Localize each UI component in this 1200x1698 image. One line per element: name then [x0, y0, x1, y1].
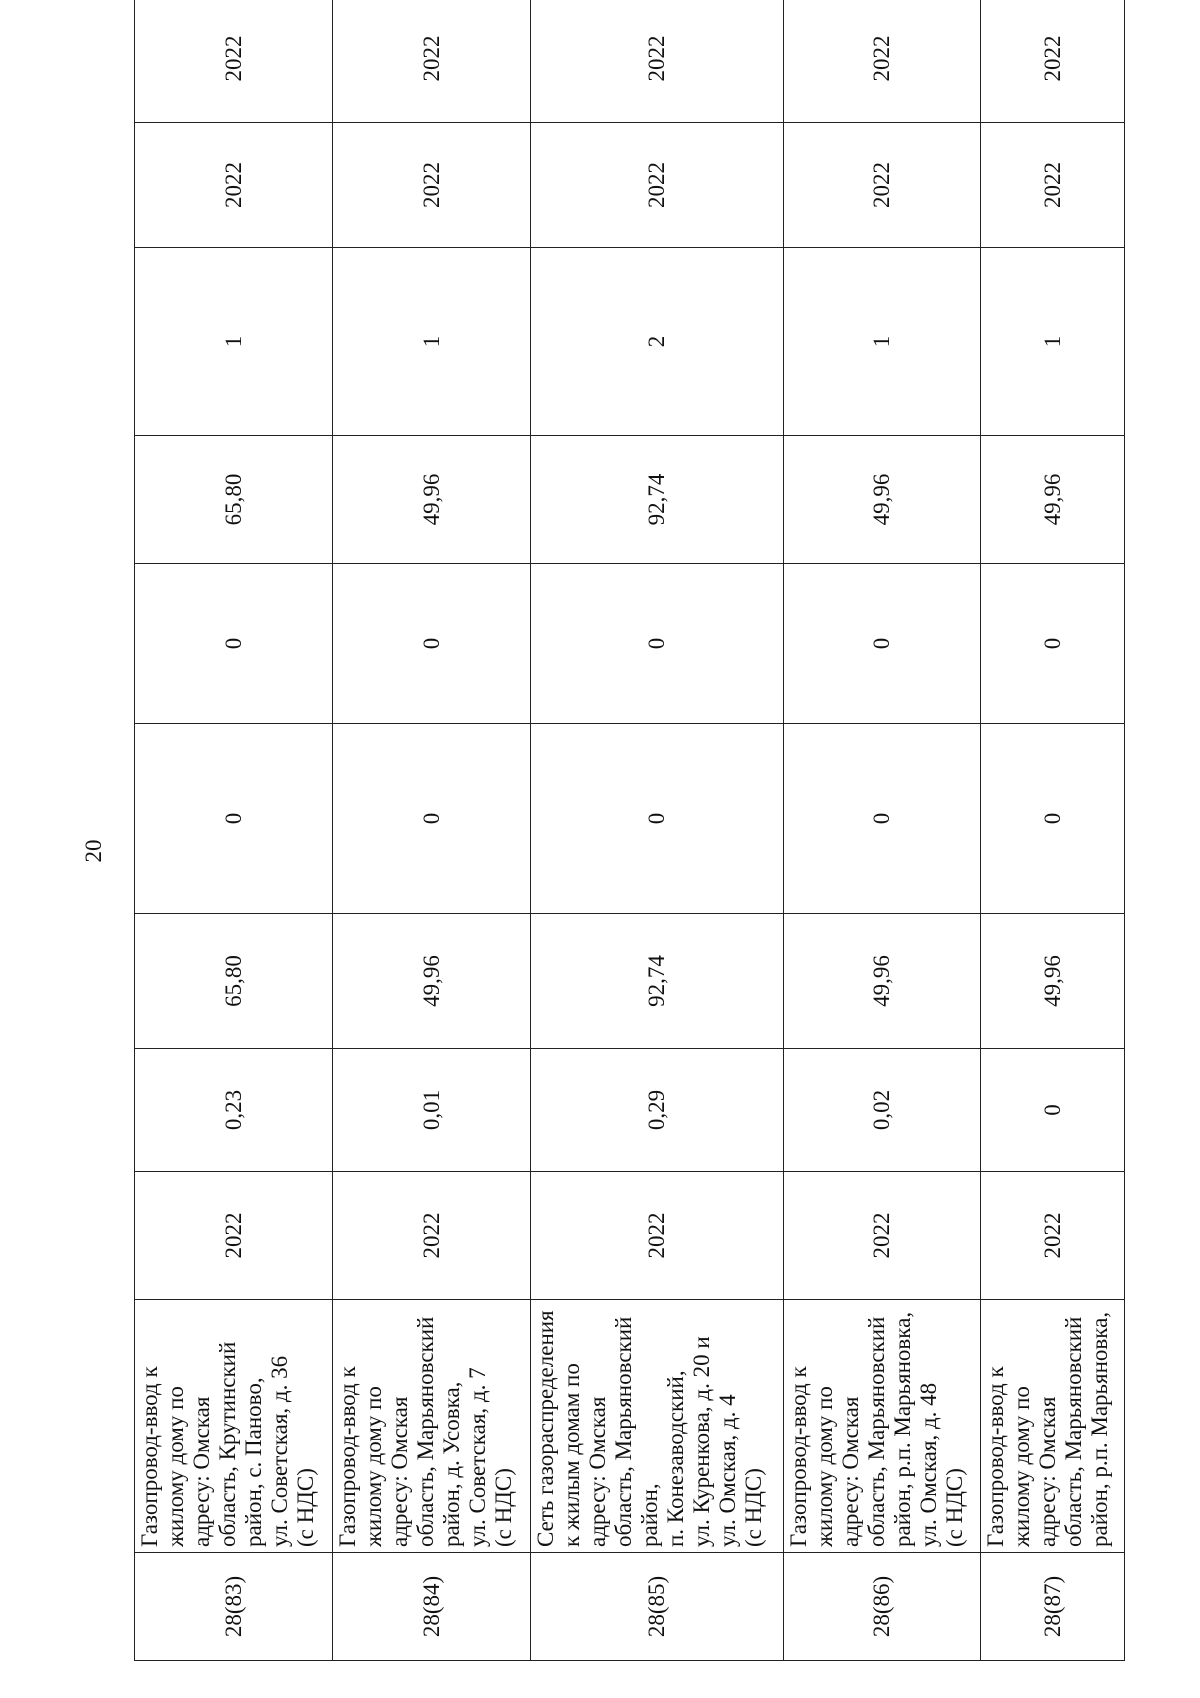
description-line: к жилым домам по	[559, 1363, 584, 1547]
description-line: область, Марьяновский	[1061, 1316, 1086, 1547]
cost-cell-a: 0	[333, 724, 531, 914]
cost-cell-b: 0	[531, 564, 784, 724]
description-line: Газопровод-ввод к	[335, 1366, 360, 1547]
description-line: жилому дому по	[361, 1386, 386, 1547]
length-cell: 0	[981, 1049, 1125, 1172]
length-cell: 0,23	[135, 1049, 333, 1172]
description-cell	[981, 1300, 1125, 1553]
row-id-cell: 28(87)	[981, 1553, 1125, 1661]
description-line: жилому дому по	[812, 1386, 837, 1547]
count-cell: 1	[784, 248, 981, 436]
cost-cell-b: 0	[333, 564, 531, 724]
cost-cell-b: 0	[135, 564, 333, 724]
table-row	[531, 0, 784, 1661]
cost-cell-c: 49,96	[981, 436, 1125, 564]
description-cell	[333, 1300, 531, 1553]
description-line: область, Марьяновский	[413, 1316, 438, 1547]
start-year-cell: 2022	[333, 123, 531, 248]
description-line: (с НДС)	[741, 1468, 766, 1547]
description-line: ул. Куренкова, д. 20 и	[689, 1336, 714, 1547]
start-year-cell: 2022	[981, 123, 1125, 248]
cost-cell-a: 0	[135, 724, 333, 914]
description-line: район, р.п. Марьяновка,	[890, 1311, 915, 1547]
end-year-cell: 2022	[333, 0, 531, 123]
row-id-cell: 28(85)	[531, 1553, 784, 1661]
description-line: область, Марьяновский	[864, 1316, 889, 1547]
end-year-cell: 2022	[531, 0, 784, 123]
cost-cell-c: 92,74	[531, 436, 784, 564]
description-line: Газопровод-ввод к	[137, 1366, 162, 1547]
end-year-cell: 2022	[784, 0, 981, 123]
cost-cell-b: 0	[981, 564, 1125, 724]
row-id-cell: 28(83)	[135, 1553, 333, 1661]
description-line: (с НДС)	[942, 1468, 967, 1547]
data-table	[134, 35, 1124, 1661]
length-cell: 0,02	[784, 1049, 981, 1172]
description-line: ул. Советская, д. 36	[267, 1355, 292, 1547]
cost-total-cell: 49,96	[981, 914, 1125, 1049]
cost-cell-c: 49,96	[784, 436, 981, 564]
table-row	[784, 0, 981, 1661]
cost-cell-c: 49,96	[333, 436, 531, 564]
description-line: ул. Омская, д. 48	[916, 1382, 941, 1547]
description-cell	[135, 1300, 333, 1553]
description-line: (с НДС)	[491, 1468, 516, 1547]
cost-cell-a: 0	[784, 724, 981, 914]
start-year-cell: 2022	[531, 123, 784, 248]
cost-cell-a: 0	[981, 724, 1125, 914]
length-cell: 0,01	[333, 1049, 531, 1172]
description-line: адресу: Омская	[838, 1396, 863, 1547]
description-line: район, р.п. Марьяновка,	[1087, 1311, 1112, 1547]
count-cell: 1	[135, 248, 333, 436]
table-row	[981, 0, 1125, 1661]
table-row	[333, 0, 531, 1661]
description-cell	[531, 1300, 784, 1553]
start-year-cell: 2022	[135, 123, 333, 248]
cost-total-cell: 49,96	[784, 914, 981, 1049]
count-cell: 1	[333, 248, 531, 436]
cost-total-cell: 49,96	[333, 914, 531, 1049]
description-line: (с НДС)	[293, 1468, 318, 1547]
description-line: жилому дому по	[163, 1386, 188, 1547]
description-line: ул. Омская, д. 4	[715, 1394, 740, 1547]
description-line: район, с. Паново,	[241, 1377, 266, 1547]
description-line: Газопровод-ввод к	[786, 1366, 811, 1547]
description-line: адресу: Омская	[387, 1396, 412, 1547]
cost-cell-a: 0	[531, 724, 784, 914]
description-line: п. Конезаводский,	[663, 1370, 688, 1547]
description-line: район, д. Усовка,	[439, 1381, 464, 1547]
year-cell: 2022	[981, 1172, 1125, 1300]
count-cell: 2	[531, 248, 784, 436]
description-line: область, Марьяновский	[611, 1316, 636, 1547]
start-year-cell: 2022	[784, 123, 981, 248]
cost-total-cell: 92,74	[531, 914, 784, 1049]
end-year-cell: 2022	[981, 0, 1125, 123]
row-id-cell: 28(84)	[333, 1553, 531, 1661]
description-line: адресу: Омская	[585, 1396, 610, 1547]
year-cell: 2022	[135, 1172, 333, 1300]
description-line: адресу: Омская	[1035, 1396, 1060, 1547]
table-row	[135, 0, 333, 1661]
description-cell	[784, 1300, 981, 1553]
description-line: жилому дому по	[1009, 1386, 1034, 1547]
description-line: Газопровод-ввод к	[983, 1366, 1008, 1547]
description-line: район,	[637, 1483, 662, 1547]
cost-cell-b: 0	[784, 564, 981, 724]
length-cell: 0,29	[531, 1049, 784, 1172]
page-number: 20	[81, 839, 106, 863]
cost-cell-c: 65,80	[135, 436, 333, 564]
description-line: Сеть газораспределения	[533, 1310, 558, 1547]
count-cell: 1	[981, 248, 1125, 436]
row-id-cell: 28(86)	[784, 1553, 981, 1661]
description-line: ул. Советская, д. 7	[465, 1367, 490, 1547]
year-cell: 2022	[531, 1172, 784, 1300]
cost-total-cell: 65,80	[135, 914, 333, 1049]
description-line: адресу: Омская	[189, 1396, 214, 1547]
year-cell: 2022	[333, 1172, 531, 1300]
year-cell: 2022	[784, 1172, 981, 1300]
description-line: область, Крутинский	[215, 1341, 240, 1547]
end-year-cell: 2022	[135, 0, 333, 123]
